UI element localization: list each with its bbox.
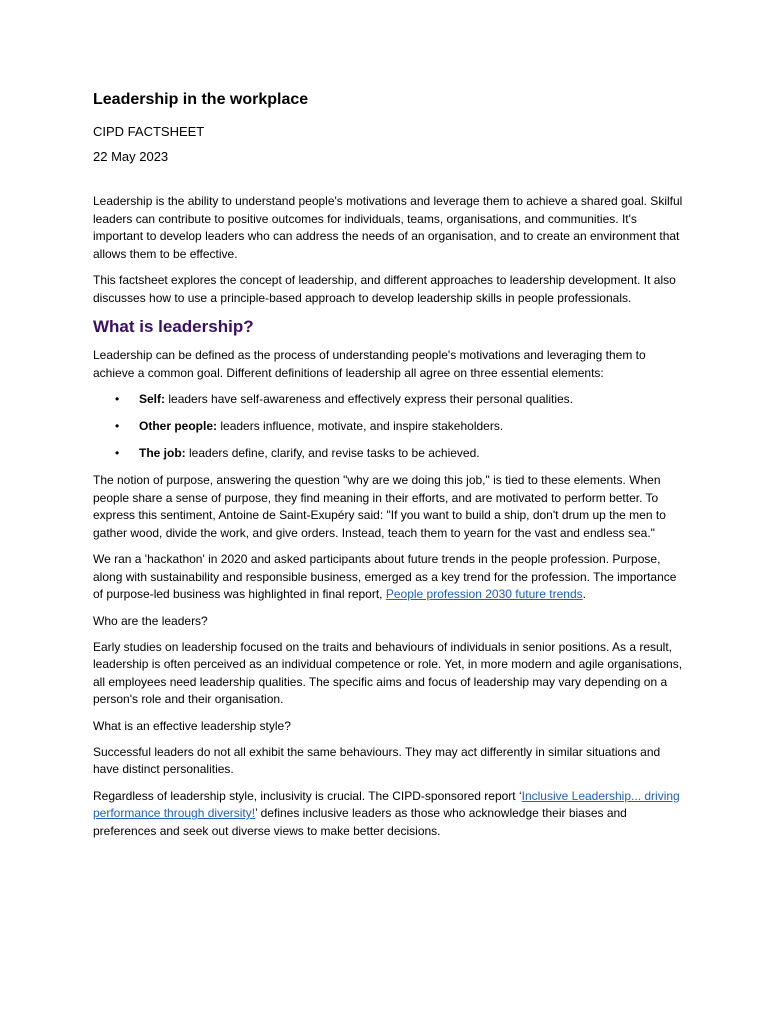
bullet-term: Self: xyxy=(139,392,166,406)
list-item xyxy=(93,445,683,462)
list-item xyxy=(93,418,683,435)
intro-paragraph-1: Leadership is the ability to understand people's motivations and leverage them to achieve a shared goal. Skilful leaders can contribute to positive outcomes for individuals, teams, organisations, and communities. It's important to develop leaders who can address the needs of an organisation, and to create an environment that allows them to be effective. xyxy=(93,194,683,261)
hackathon-text: We ran a 'hackathon' in 2020 and asked participants about future trends in the people profession. Purpose, along with sustainability and responsible business, emerged as a key trend for the profession. The importance of purpose-led business was highlighted in final report, xyxy=(93,552,677,601)
style-heading: What is an effective leadership style? xyxy=(93,718,291,733)
intro-paragraph-2: This factsheet explores the concept of leadership, and different approaches to leadership development. It also discusses how to use a principle-based approach to develop leadership skills in people professionals. xyxy=(93,273,676,305)
future-trends-link[interactable]: People profession 2030 future trends xyxy=(385,587,583,601)
inclusive-leadership-link[interactable]: Inclusive Leadership... driving performance through diversity! xyxy=(93,788,680,820)
document-content xyxy=(93,90,683,849)
document-series: CIPD FACTSHEET xyxy=(93,124,205,139)
document-date: 22 May 2023 xyxy=(93,149,169,164)
bullet-icon: • xyxy=(115,419,120,433)
bullet-text: leaders influence, motivate, and inspire stakeholders. xyxy=(217,419,504,433)
section-heading: What is leadership? xyxy=(93,317,254,336)
inclusive-paragraph xyxy=(93,788,683,841)
document-title: Leadership in the workplace xyxy=(93,91,309,108)
who-paragraph: Early studies on leadership focused on the traits and behaviours of individuals in senior positions. As a result, leadership is often perceived as an individual competence or role. Yet, in more modern and agile organisations, all employees need leadership qualities. The specific aims and focus of leadership may vary depending on a person's role and their organisation. xyxy=(93,639,683,706)
inclusive-post: ’ defines inclusive leaders as those who acknowledge their biases and preferences and seek out diverse views to make better decisions. xyxy=(93,806,627,838)
elements-list xyxy=(93,391,683,462)
who-heading: Who are the leaders? xyxy=(93,613,208,628)
hackathon-paragraph xyxy=(93,551,683,604)
bullet-term: Other people: xyxy=(139,419,218,433)
bullet-icon: • xyxy=(115,446,120,460)
bullet-text: leaders have self-awareness and effectively express their personal qualities. xyxy=(165,392,574,406)
hackathon-end: . xyxy=(582,587,586,601)
style-paragraph: Successful leaders do not all exhibit the same behaviours. They may act differently in similar situations and have distinct personalities. xyxy=(93,744,661,776)
purpose-paragraph: The notion of purpose, answering the question "why are we doing this job," is tied to these elements. When people share a sense of purpose, they find meaning in their efforts, and are motivated to perform better. To express this sentiment, Antoine de Saint-Exupéry said: "If you want to build a ship, don't drum up the men to gather wood, divide the work, and give orders. Instead, teach them to yearn for the vast and endless sea." xyxy=(93,473,666,540)
definition-paragraph: Leadership can be defined as the process of understanding people's motivations and leveraging them to achieve a common goal. Different definitions of leadership all agree on three essential elements: xyxy=(93,348,646,380)
bullet-icon: • xyxy=(115,392,120,406)
inclusive-pre: Regardless of leadership style, inclusivity is crucial. The CIPD-sponsored report ‘ xyxy=(93,788,522,803)
list-item xyxy=(93,391,683,408)
bullet-term: The job: xyxy=(139,446,186,460)
bullet-text: leaders define, clarify, and revise tasks to be achieved. xyxy=(185,446,480,460)
